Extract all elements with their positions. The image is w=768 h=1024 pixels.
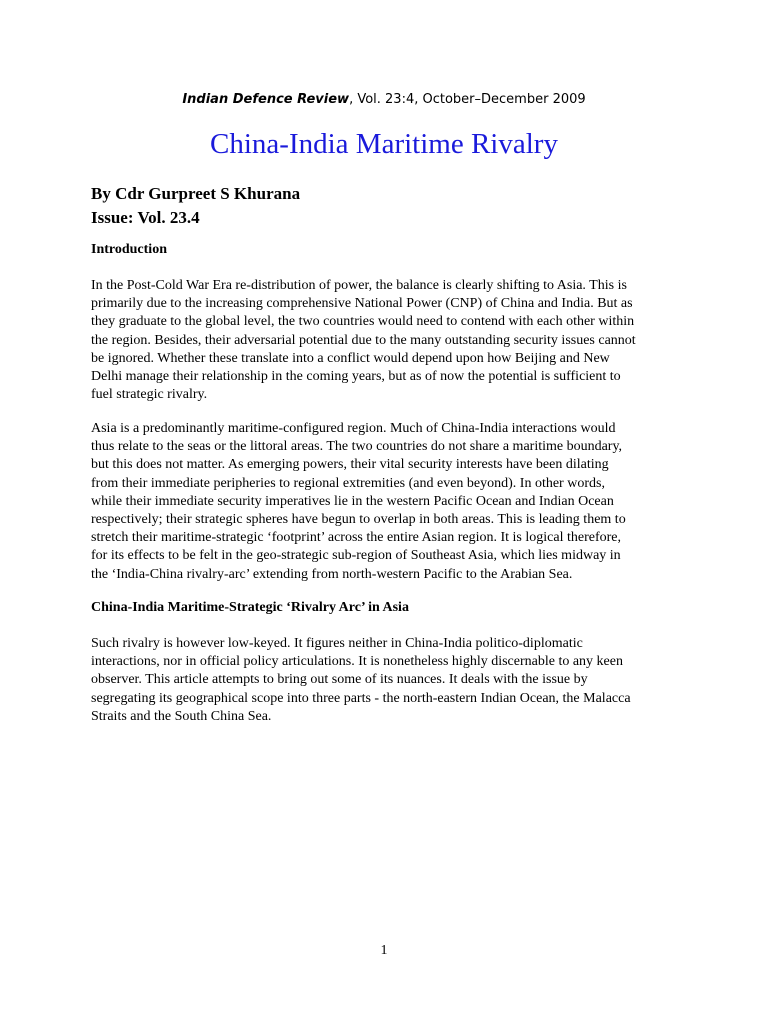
paragraph-intro-1 (91, 277, 691, 404)
text-line: while their immediate security imperatives lie in the western Pacific Ocean and Indian Ocean (91, 493, 614, 509)
text-line: Straits and the South China Sea. (91, 708, 272, 724)
text-line: but this does not matter. As emerging powers, their vital security interests have been dilating (91, 457, 609, 473)
text-line: thus relate to the seas or the littoral areas. The two countries do not share a maritime boundary, (91, 439, 623, 455)
text-line: primarily due to the increasing comprehensive National Power (CNP) of China and India. But as (91, 296, 633, 312)
source-citation (0, 92, 768, 107)
text-line: interactions, nor in official policy articulations. It is nonetheless highly discernable to any keen (91, 654, 623, 670)
issue-line: Issue: Vol. 23.4 (91, 208, 200, 227)
paragraph-intro-2 (91, 420, 691, 584)
page-number: 1 (380, 943, 388, 958)
text-line: the region. Besides, their adversarial potential due to the many outstanding security issues cannot (91, 332, 636, 348)
text-line: they graduate to the global level, the two countries would need to contend with each other within (91, 314, 635, 330)
text-line: respectively; their strategic spheres have begun to overlap in both areas. This is leading them to (91, 512, 626, 528)
text-line: be ignored. Whether these translate into a conflict would depend upon how Beijing and New (91, 350, 610, 366)
text-line: In the Post-Cold War Era re-distribution of power, the balance is clearly shifting to Asia. This is (91, 278, 627, 293)
section-heading-rivalry-arc: China-India Maritime-Strategic ‘Rivalry Arc’ in Asia (91, 600, 409, 615)
text-line: from their immediate peripheries to regional extremities (and even beyond). In other words, (91, 475, 605, 491)
text-line: Asia is a predominantly maritime-configured region. Much of China-India interactions would (91, 421, 616, 436)
issue-info: , Vol. 23:4, October–December 2009 (349, 92, 586, 107)
section-heading-introduction: Introduction (91, 242, 167, 257)
page-title: China-India Maritime Rivalry (210, 128, 558, 160)
author-line: By Cdr Gurpreet S Khurana (91, 184, 301, 203)
text-line: segregating its geographical scope into three parts - the north-eastern Indian Ocean, the Malacca (91, 690, 631, 706)
text-line: Delhi manage their relationship in the coming years, but as of now the potential is sufficient to (91, 369, 621, 385)
paragraph-rivalry-1 (91, 635, 691, 726)
text-line: fuel strategic rivalry. (91, 387, 208, 403)
text-line: the ‘India-China rivalry-arc’ extending from north-western Pacific to the Arabian Sea. (91, 566, 573, 582)
text-line: observer. This article attempts to bring out some of its nuances. It deals with the issue by (91, 672, 588, 688)
text-line: for its effects to be felt in the geo-strategic sub-region of Southeast Asia, which lies midway in (91, 548, 621, 564)
byline (91, 182, 300, 230)
journal-name: Indian Defence Review (182, 92, 350, 107)
text-line: stretch their maritime-strategic ‘footprint’ across the entire Asian region. It is logical therefore, (91, 530, 621, 546)
text-line: Such rivalry is however low-keyed. It figures neither in China-India politico-diplomatic (91, 636, 583, 651)
